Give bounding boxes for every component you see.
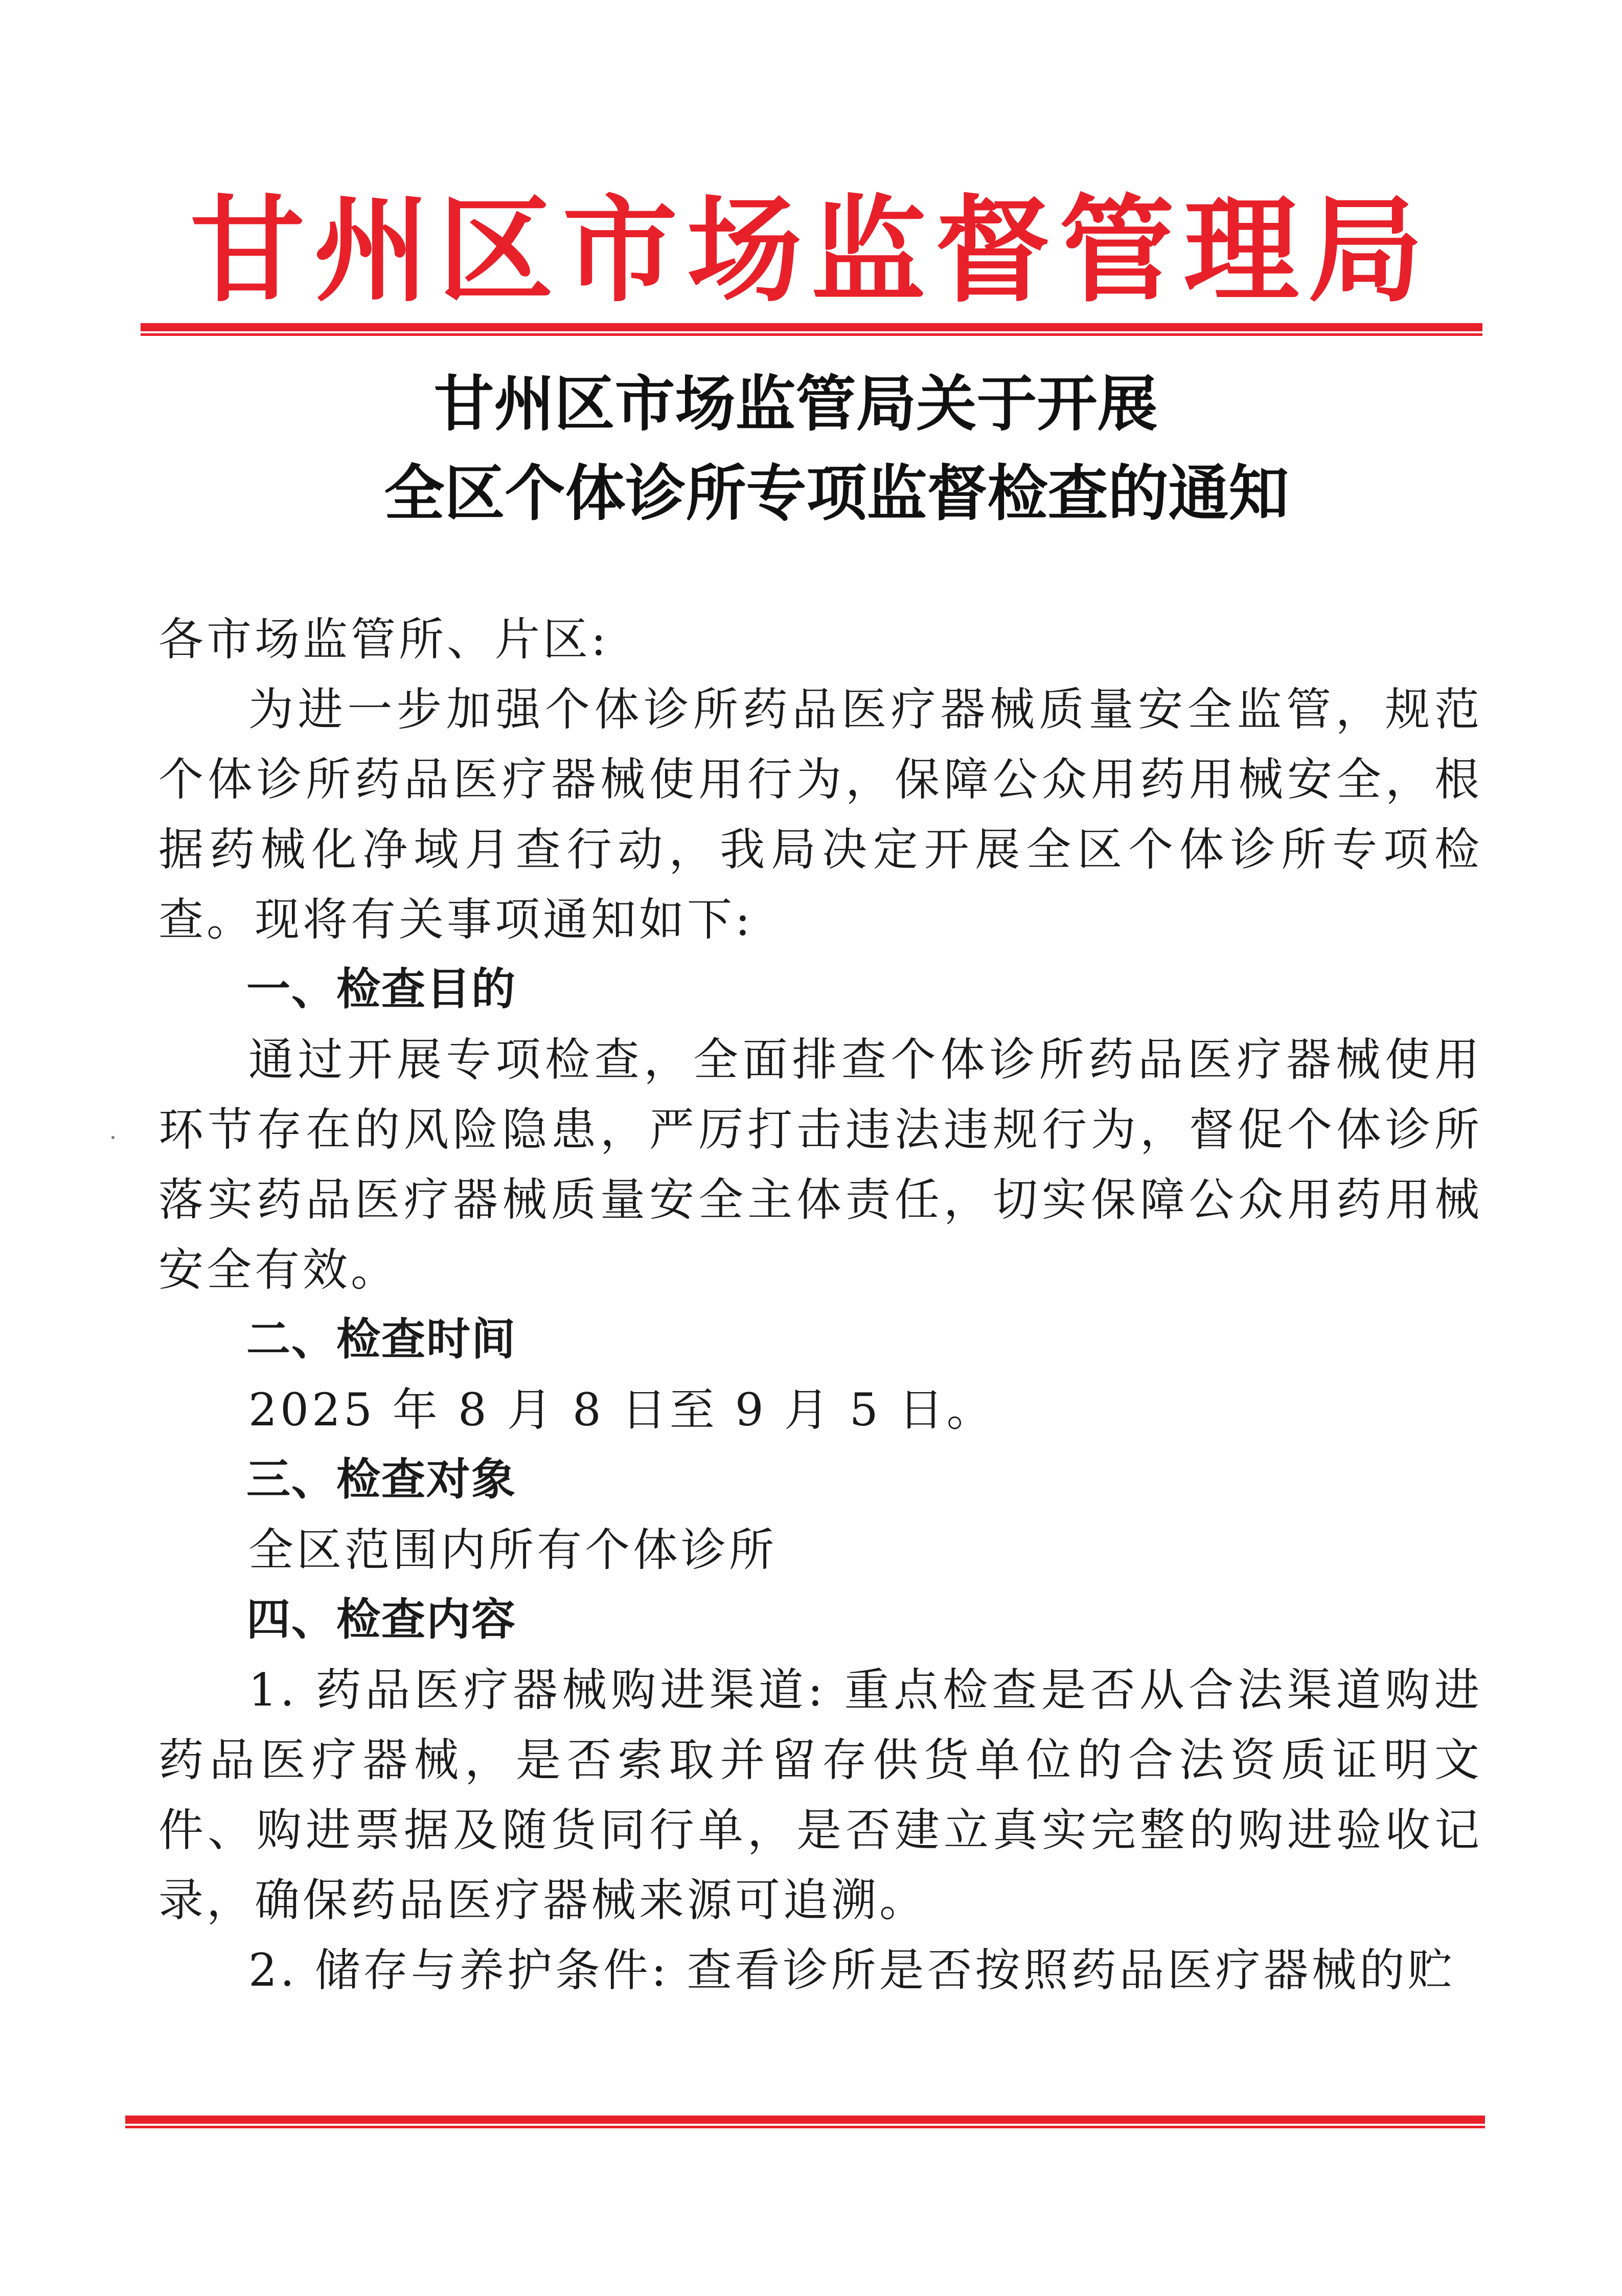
section-content-target: 全区范围内所有个体诊所 (248, 1524, 778, 1576)
intro-paragraph: 为进一步加强个体诊所药品医疗器械质量安全监管，规范个体诊所药品医疗器械使用行为，保障公众用药用械安全，根据药械化净域月查行动，我局决定开展全区个体诊所专项检查。现将有关事项通知如下: (158, 683, 1482, 946)
footer-red-rule (125, 2116, 1485, 2124)
document-title-line-2: 全区个体诊所专项监督检查的通知 (384, 458, 1289, 529)
salutation: 各市场监管所、片区: (158, 613, 609, 666)
section-heading-target: 三、检查对象 (246, 1454, 516, 1505)
section-content-purpose: 通过开展专项检查，全面排查个体诊所药品医疗器械使用环节存在的风险隐患，严厉打击违法违规行为，督促个体诊所落实药品医疗器械质量安全主体责任，切实保障公众用药用械安全有效。 (158, 1033, 1482, 1296)
content-item-storage: 2. 储存与养护条件: 查看诊所是否按照药品医疗器械的贮 (248, 1944, 1456, 1996)
section-heading-content: 四、检查内容 (246, 1594, 516, 1645)
document-title-line-1: 甘州区市场监管局关于开展 (433, 368, 1158, 439)
content-item-procurement: 1. 药品医疗器械购进渠道: 重点检查是否从合法渠道购进药品医疗器械，是否索取并留存供货单位的合法资质证明文件、购进票据及随货同行单，是否建立真实完整的购进验收记录，确保药品医疗器械来源可追溯。 (158, 1664, 1482, 1926)
footer-red-rule-thin (125, 2126, 1485, 2128)
section-content-time: 2025 年 8 月 8 日至 9 月 5 日。 (248, 1383, 995, 1436)
document-body (158, 604, 1482, 2005)
section-heading-time: 二、检查时间 (246, 1314, 516, 1365)
masthead-red-rule-thin (141, 333, 1482, 336)
masthead-title: 甘州区市场监督管理局 (190, 183, 1432, 318)
section-heading-purpose: 一、检查目的 (246, 964, 516, 1015)
scan-speck (111, 1136, 115, 1139)
masthead-red-rule (141, 323, 1482, 331)
